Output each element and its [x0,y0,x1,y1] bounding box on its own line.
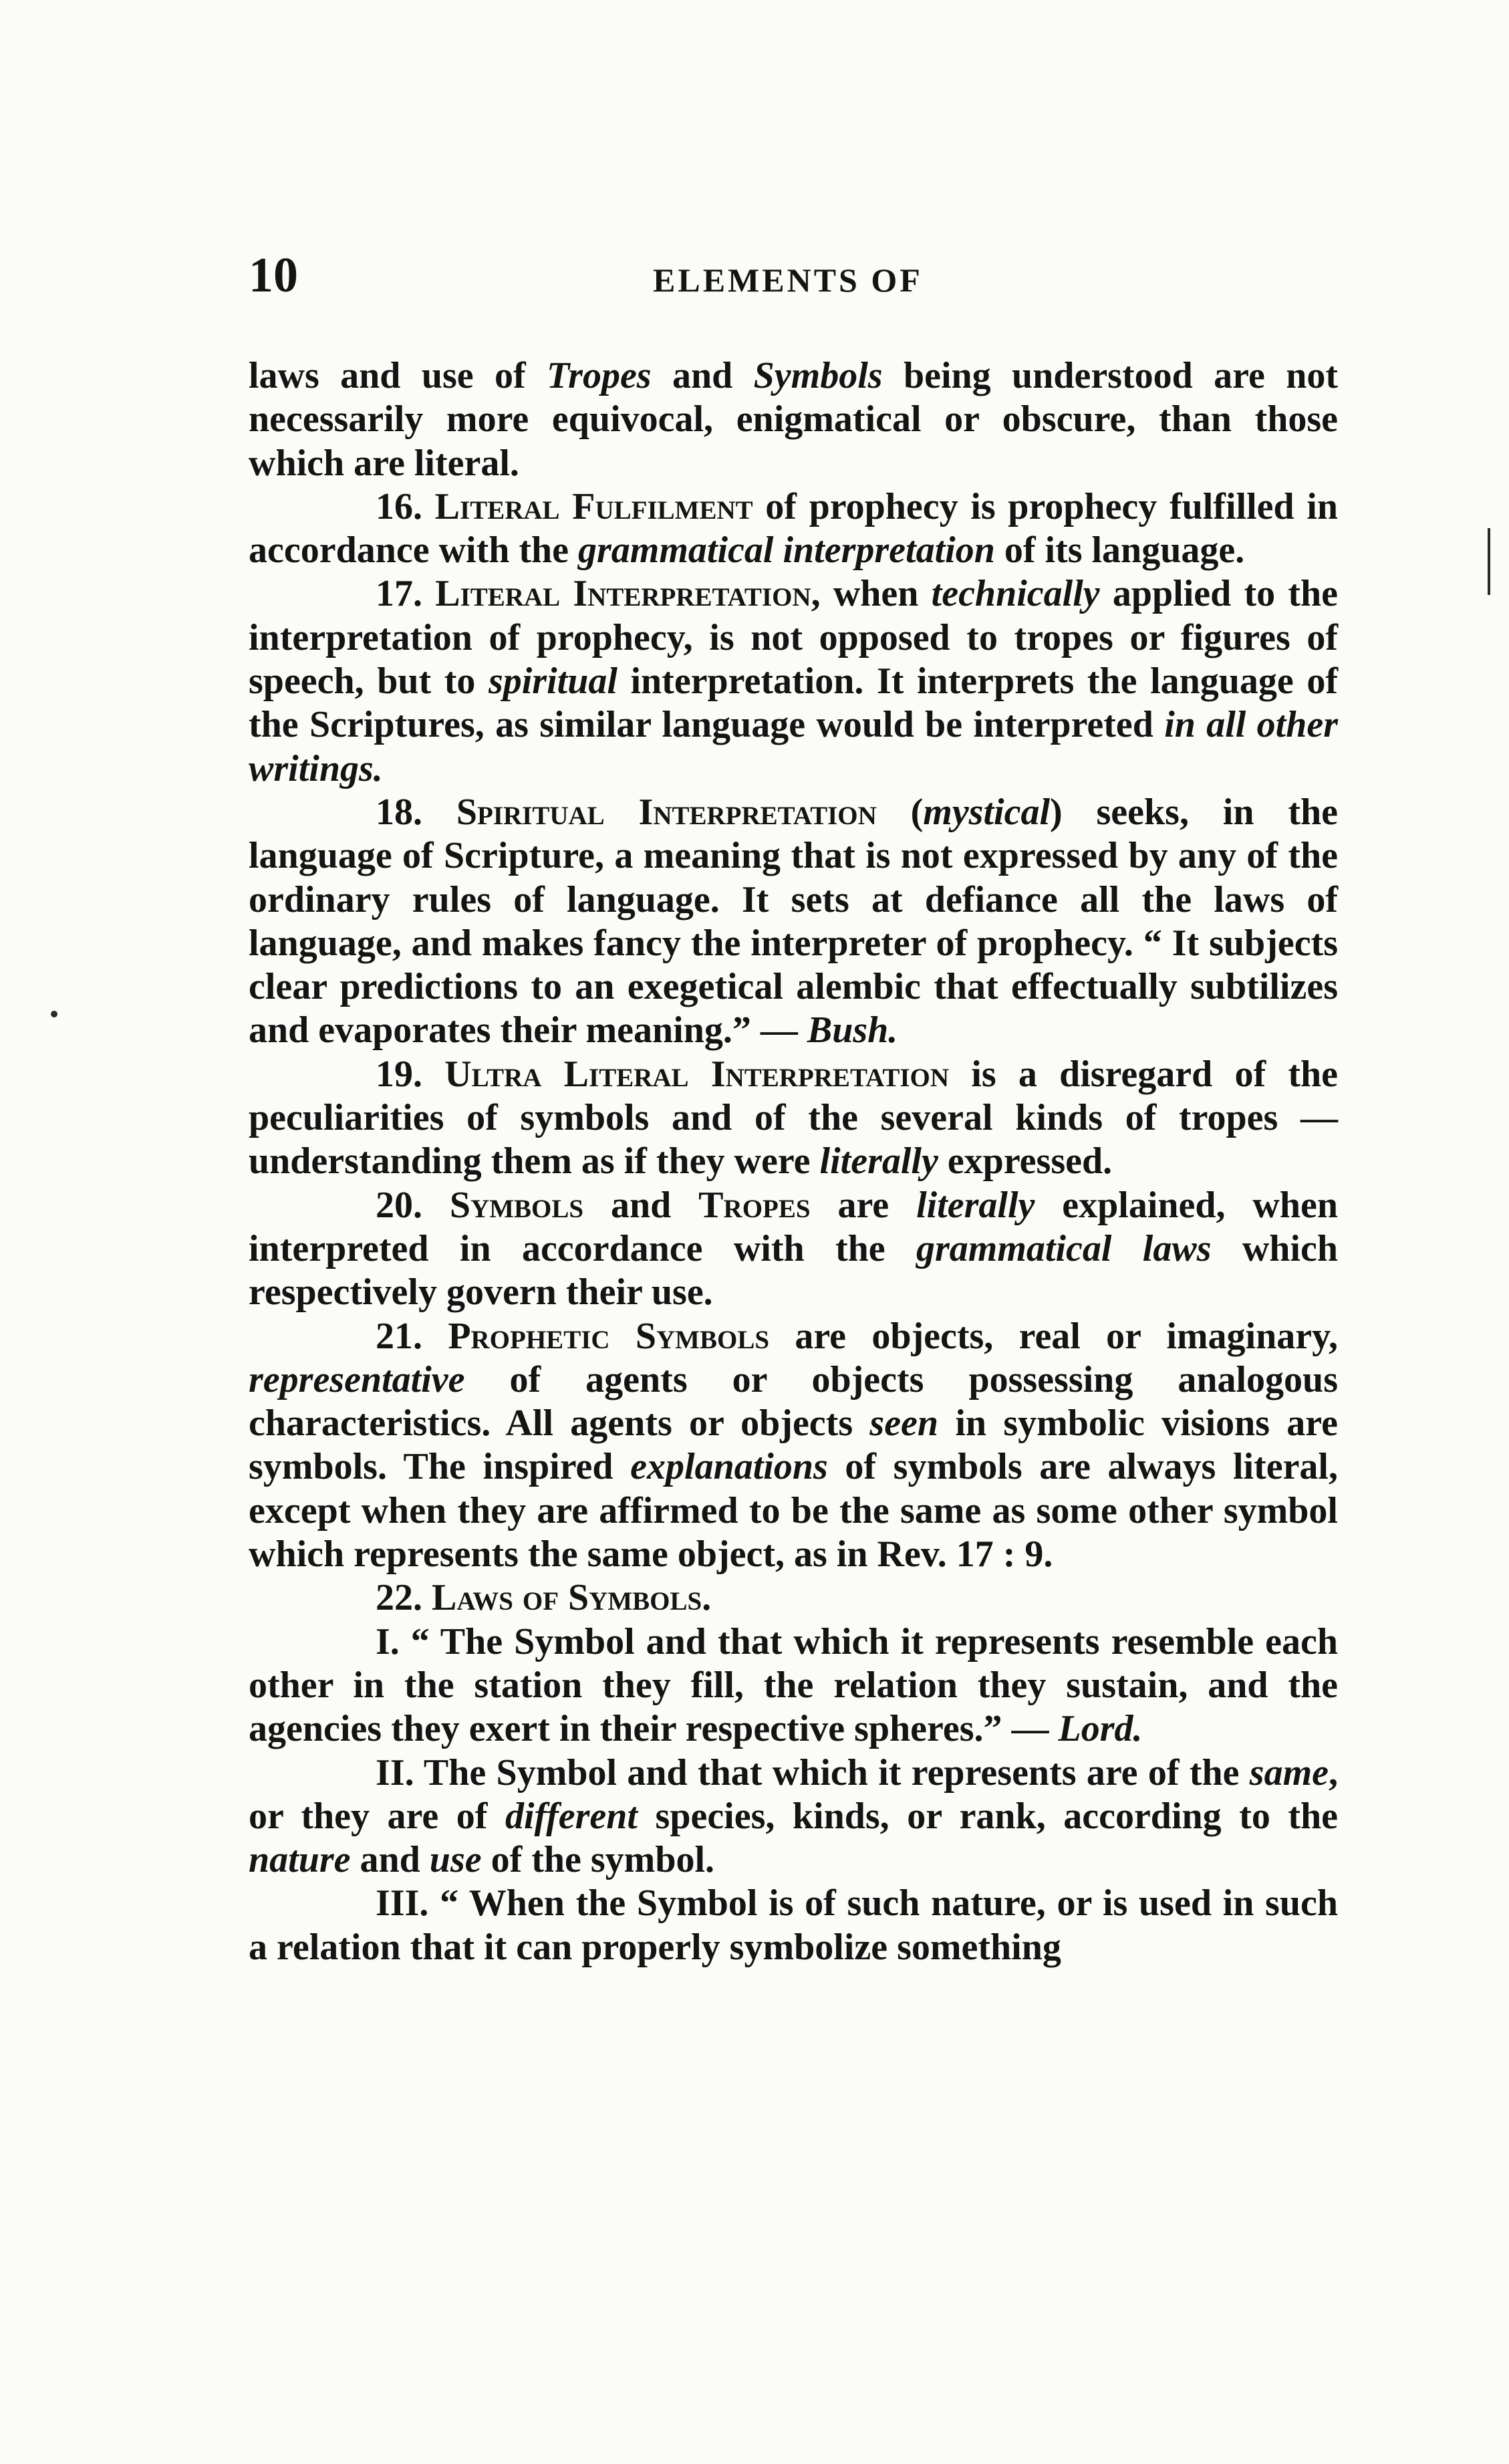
text-run: laws and use of [249,355,547,396]
text-run: 20. [376,1184,450,1226]
paragraph-law-2 [249,1751,1338,1882]
body-text [249,354,1338,1969]
paragraph-19 [249,1053,1338,1184]
text-run: of the symbol. [481,1839,715,1881]
margin-line-mark [1488,528,1490,595]
text-run: 16. [376,485,435,527]
text-run: ( [876,791,924,833]
text-run: of its language. [994,529,1245,572]
italic-text: in all other writings. [249,704,1338,789]
text-run: expressed. [938,1140,1113,1183]
text-run: applied to the interpretation of prophecy, is not opposed to tropes or figures of speech, but to [249,573,1339,703]
text-run: and [350,1839,430,1881]
paragraph-17 [249,572,1338,790]
text-run: , or they are of [249,1751,1338,1837]
text-run: 18. [376,791,456,833]
paragraph-law-1 [249,1620,1338,1751]
page-number: 10 [249,248,298,303]
text-run: 19. [376,1053,445,1095]
paragraph-21 [249,1315,1338,1577]
italic-text: representative [249,1358,465,1400]
paragraph-18 [249,791,1338,1053]
text-run: 21. [376,1315,448,1357]
italic-text: Symbols [753,355,883,396]
italic-text: seen [869,1402,939,1445]
text-run: interpretation. It interprets the language of the Scriptures, as similar language would be interpreted [249,660,1338,746]
text-run: which respectively govern their use. [249,1227,1338,1314]
small-caps-term: Ultra Literal Interpretation [444,1053,950,1095]
margin-speck [51,1011,57,1017]
small-caps-term: Spiritual Interpretation [456,791,877,833]
text-run: I. “ The Symbol and that which it represents resemble each other in the station they fill, the relation they sustain, and the agencies they exert in their respective spheres.” — [249,1620,1338,1750]
italic-text: nature [249,1839,351,1881]
italic-text: Lord. [1058,1708,1143,1750]
paragraph-20 [249,1184,1338,1315]
paragraph-16 [249,485,1338,573]
italic-text: different [505,1795,638,1837]
small-caps-term: Tropes [698,1184,811,1226]
text-run: explained, when interpreted in accordance with the [249,1184,1339,1269]
small-caps-term: Laws of Symbols. [432,1577,712,1619]
paragraph-continuation [249,354,1338,485]
italic-text: grammatical laws [916,1227,1212,1269]
italic-text: technically [931,573,1100,615]
text-run: ) seeks, in the language of Scripture, a meaning that is not expressed by any of the ordinary rules of language. It sets at defiance all the laws of language, and makes fancy the interpreter of prophecy. “ It subjects clear predictions to an exegetical alembic that effectually subtilizes and evaporates their meaning.” — [249,791,1338,1052]
text-run: species, kinds, or rank, according to the [638,1795,1338,1837]
italic-text: same [1249,1751,1329,1794]
running-head-title: ELEMENTS OF [653,261,923,299]
text-run: of prophecy is prophecy fulfilled in accordance with the [249,485,1339,572]
text-run: and [651,355,754,396]
small-caps-term: Symbols [449,1184,584,1226]
italic-text: spiritual [488,660,618,703]
italic-text: Bush. [807,1009,898,1052]
small-caps-term: Literal Fulfilment [434,485,753,527]
small-caps-term: Literal Interpretation [435,573,811,615]
italic-text: literally [916,1184,1035,1226]
text-run: is a disregard of the peculiarities of symbols and of the several kinds of tropes — understanding them as if they were [249,1053,1339,1183]
book-page [249,247,1338,1969]
text-run: II. The Symbol and that which it represents are of the [376,1751,1250,1794]
text-run: in symbolic visions are symbols. The inspired [249,1402,1339,1488]
italic-text: Tropes [547,355,652,396]
italic-text: use [429,1839,482,1881]
text-run: 17. [376,573,436,615]
italic-text: grammatical interpretation [578,529,995,572]
text-run: are [810,1184,917,1226]
text-run: 22. [376,1577,432,1619]
italic-text: literally [819,1140,938,1183]
running-head [249,247,1338,307]
paragraph-law-3 [249,1882,1338,1969]
text-run: III. “ When the Symbol is of such nature, or is used in such a relation that it can properly symbolize something [249,1882,1338,1968]
text-run: of symbols are always literal, except when they are affirmed to be the same as some other symbol which represents the same object, as in Rev. 17 : 9. [249,1446,1338,1576]
text-run: and [583,1184,699,1226]
text-run: , when [811,573,932,615]
text-run: are objects, real or imaginary, [769,1315,1339,1357]
small-caps-term: Prophetic Symbols [448,1315,770,1357]
paragraph-22 [249,1576,1338,1620]
italic-text: explanations [630,1446,828,1488]
italic-text: mystical [923,791,1051,833]
text-run: being understood are not necessarily more equivocal, enigmatical or obscure, than those which are literal. [249,355,1338,484]
text-run: of agents or objects possessing analogous characteristics. All agents or objects [249,1358,1338,1445]
